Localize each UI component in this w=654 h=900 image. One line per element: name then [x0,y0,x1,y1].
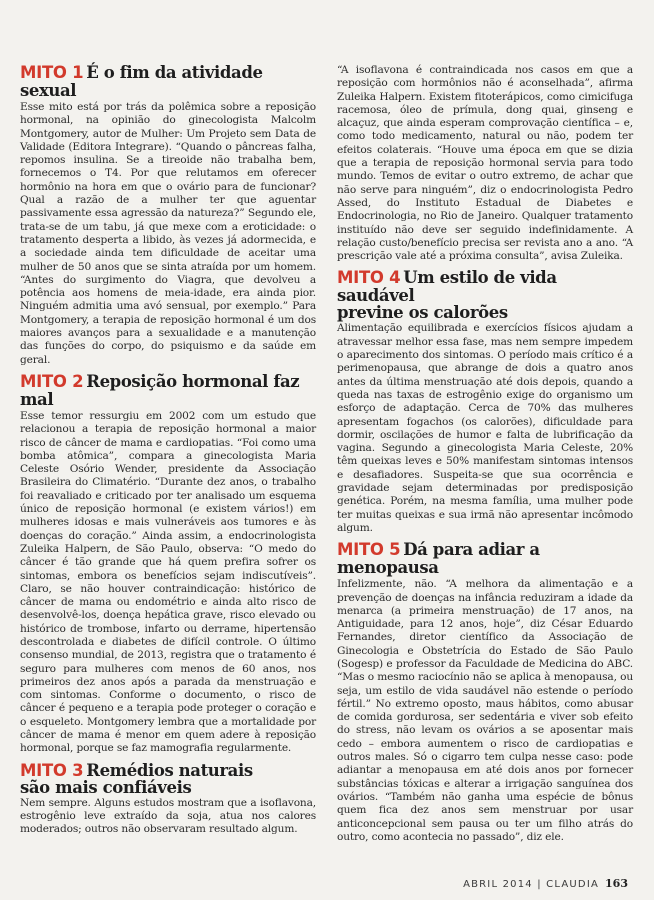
left-column [20,64,316,843]
myth-5-heading [337,541,633,577]
myth-4-title: Um estilo de vida saudável [337,268,557,306]
myth-3-text: Nem sempre. Alguns estudos mostram que a isoflavona, estrogênio leve extraído da soja, atua nos calores moderados; outros não observaram resultado algum. [20,796,316,836]
myth-5-section [337,541,633,844]
right-column [337,64,633,850]
myth-2-section [20,373,316,756]
myth-1-label: MITO 1 [20,63,84,82]
myth-2-text: Esse temor ressurgiu em 2002 com um estudo que relacionou a terapia de reposição hormonal a maior risco de câncer de mama e cardiopatias. “Foi como uma bomba atômica”, compara a ginecologista Maria Celeste Osório Wender, presidente da Associação Brasileira do Climatério. “Durante dez anos, o trabalho foi reavaliado e criticado por ter analisado um esquema único de reposição hormonal (e existem vários!) em mulheres idosas e mais vulneráveis aos tumores e às doenças do coração.” Ainda assim, a endocrinologista Zuleika Halpern, de São Paulo, observa: “O medo do câncer é tão grande que há quem prefira sofrer os sintomas, embora os benefícios sejam indiscutíveis”. Claro, se não houver contraindicação: histórico de câncer de mama ou endométrio e ainda alto risco de desenvolvê-los, doença hepática grave, risco elevado ou histórico de trombose, infarto ou derrame, hipertensão descontrolada e diabetes de difícil controle. O último consenso mundial, de 2013, registra que o tratamento é seguro para mulheres com menos de 60 anos, nos primeiros dez anos após a parada da menstruação e com sintomas. Conforme o documento, o risco de câncer é pequeno e a terapia pode proteger o coração e o esqueleto. Montgomery lembra que a mortalidade por câncer de mama é menor em quem adere à reposição hormonal, porque se faz mamografia regularmente. [20,409,316,755]
myth-3-title-line2: são mais confiáveis [20,777,192,797]
myth-1-heading [20,64,316,100]
myth-5-text: Infelizmente, não. “A melhora da alimentação e a prevenção de doenças na infância reduziram a idade da menarca (a primeira menstruação) de 17 anos, na Antiguidade, para 12 anos, hoje”, diz César Eduardo Fernandes, diretor científico da Associação de Ginecologia e Obstetrícia do Estado de São Paulo (Sogesp) e professor da Faculdade de Medicina do ABC. “Mas o mesmo raciocínio não se aplica à menopausa, ou seja, um estilo de vida saudável não estende o período fértil.” No extremo oposto, maus hábitos, como abusar de comida gordurosa, ser sedentária e viver sob efeito do stress, não levam os ovários a se aposentar mais cedo – embora aumentem o risco de cardiopatias e outros males. Só o cigarro tem culpa nesse caso: pode adiantar a menopausa em até dois anos por fornecer substâncias tóxicas e alterar a irrigação sanguínea dos ovários. “Também não ganha uma espécie de bônus quem fica dez anos sem menstruar por usar anticoncepcional sem pausa ou ter um filho atrás do outro, como acontecia no passado”, diz ele. [337,578,633,843]
issue-label: ABRIL 2014 | CLAUDIA [463,879,600,890]
myth-5-title: Dá para adiar a menopausa [337,540,540,578]
myth-4-section [337,269,633,535]
myth-4-text: Alimentação equilibrada e exercícios físicos ajudam a atravessar melhor essa fase, mas nem sempre impedem o aparecimento dos sintomas. O período mais crítico é a perimenopausa, que abrange de dois a quatro anos antes da última menstruação até dois depois, quando a queda nas taxas de estrogênio exige do organismo um esforço de adaptação. Cerca de 70% das mulheres apresentam fogachos (os calorões), dificuldade para dormir, oscilações de humor e falta de lubrificação da vagina. Segundo a ginecologista Maria Celeste, 20% têm queixas leves e 50% manifestam sintomas intensos e desafiadores. Suspeita-se que sua ocorrência e gravidade sejam determinadas por predisposição genética. Porém, na mesma família, uma mulher pode ter muitas queixas e sua irmã não apresentar incômodo algum. [337,322,633,534]
myth-3-continued-text: “A isoflavona é contraindicada nos casos em que a reposição com hormônios não é aconselhada”, afirma Zuleika Halpern. Existem fitoterápicos, como cimicifuga racemosa, óleo de prímula, dong quai, ginseng e alcaçuz, que ainda esperam comprovação científica – e, como todo medicamento, natural ou não, podem ter efeitos colaterais. “Houve uma época em que se dizia que a terapia de reposição hormonal servia para todo mundo. Temos de evitar o outro extremo, de achar que não serve para ninguém”, diz o endocrinologista Pedro Assed, do Instituto Estadual de Diabetes e Endocrinologia, no Rio de Janeiro. Qualquer tratamento instituído não deve ser seguido indefinidamente. A relação custo/benefício precisa ser revista ano a ano. “A prescrição vale até a próxima consulta”, avisa Zuleika. [337,64,633,263]
myth-3-section [20,762,316,837]
myth-4-label: MITO 4 [337,268,401,288]
myth-2-title: Reposição hormonal faz mal [20,371,300,409]
myth-4-heading [337,269,633,321]
myth-3-label: MITO 3 [20,760,84,780]
page-footer [463,877,628,890]
myth-3-continuation [337,64,633,263]
page-number: 163 [605,877,628,890]
myth-3-heading [20,762,316,796]
myth-1-title: É o fim da atividade sexual [20,63,263,100]
myth-2-heading [20,373,316,409]
myth-4-title-line2: previne os calorões [337,303,508,323]
myth-5-label: MITO 5 [337,540,401,560]
myth-2-label: MITO 2 [20,371,84,391]
myth-1-text: Esse mito está por trás da polêmica sobre a reposição hormonal, na opinião do ginecologista Malcolm Montgomery, autor de Mulher: Um Projeto sem Data de Validade (Editora Integrare). “Quando o pâncreas falha, repomos insulina. Se a tireoide não trabalha bem, fornecemos o T4. Por que relutamos em oferecer hormônio na hora em que o ovário para de funcionar? Qual a razão de a mulher ter que aguentar passivamente essa agressão da natureza?” Segundo ele, trata-se de um tabu, já que mexe com a eroticidade: o tratamento desperta a libido, às vezes já adormecida, e a sociedade ainda tem dificuldade de aceitar uma mulher de 50 anos que se sinta atraída por um homem. “Antes do surgimento do Viagra, que devolveu a potência aos homens de meia-idade, era ainda pior. Ninguém admitia uma avó sensual, por exemplo.” Para Montgomery, a terapia de reposição hormonal é um dos maiores avanços para a sexualidade e a manutenção das funções do corpo, do psiquismo e da saúde em geral. [20,101,316,366]
myth-3-title: Remédios naturais [86,760,253,780]
myth-1-section [20,64,316,367]
